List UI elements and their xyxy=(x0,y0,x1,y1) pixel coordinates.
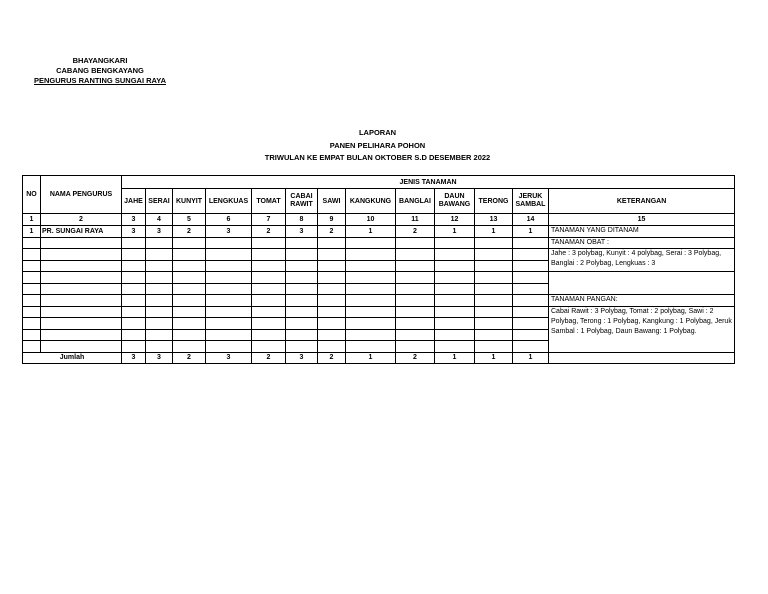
empty-cell xyxy=(318,295,346,307)
column-number: 3 xyxy=(122,214,146,226)
empty-cell xyxy=(435,283,475,295)
plant-header-line-1: TERONG xyxy=(478,197,509,205)
empty-cell xyxy=(475,306,513,318)
empty-cell xyxy=(206,272,252,284)
total-value: 3 xyxy=(122,352,146,364)
row-value: 3 xyxy=(122,226,146,238)
empty-cell xyxy=(346,283,396,295)
column-number: 2 xyxy=(41,214,122,226)
plant-header xyxy=(513,189,549,214)
plant-header xyxy=(286,189,318,214)
empty-cell xyxy=(206,306,252,318)
table-row xyxy=(23,226,735,238)
empty-cell xyxy=(475,283,513,295)
column-number: 8 xyxy=(286,214,318,226)
empty-cell xyxy=(286,329,318,341)
plant-header xyxy=(206,189,252,214)
empty-cell xyxy=(41,329,122,341)
org-line-1: BHAYANGKARI xyxy=(72,56,128,65)
row-value: 3 xyxy=(206,226,252,238)
empty-cell xyxy=(41,341,122,353)
total-value: 3 xyxy=(206,352,252,364)
empty-cell xyxy=(146,318,173,330)
total-label: Jumlah xyxy=(23,352,122,364)
plant-header xyxy=(435,189,475,214)
total-value: 2 xyxy=(173,352,206,364)
empty-cell xyxy=(206,249,252,261)
column-number: 14 xyxy=(513,214,549,226)
empty-cell xyxy=(173,283,206,295)
empty-cell xyxy=(146,295,173,307)
empty-cell xyxy=(435,341,475,353)
empty-cell xyxy=(206,295,252,307)
empty-cell xyxy=(346,272,396,284)
empty-cell xyxy=(122,260,146,272)
plant-header-line-1: JERUK xyxy=(518,193,543,200)
empty-cell xyxy=(346,341,396,353)
org-line-3: PENGURUS RANTING SUNGAI RAYA xyxy=(34,76,166,85)
empty-cell xyxy=(173,306,206,318)
empty-cell xyxy=(318,283,346,295)
plant-header xyxy=(122,189,146,214)
empty-cell xyxy=(252,318,286,330)
empty-cell xyxy=(41,260,122,272)
plant-header xyxy=(173,189,206,214)
org-line-2: CABANG BENGKAYANG xyxy=(56,66,144,75)
table-row xyxy=(23,272,735,284)
empty-cell xyxy=(513,272,549,284)
empty-cell xyxy=(41,295,122,307)
empty-cell xyxy=(396,318,435,330)
table-row xyxy=(23,295,735,307)
plant-header-line-1: SAWI xyxy=(322,197,341,205)
empty-cell xyxy=(252,249,286,261)
empty-cell xyxy=(286,306,318,318)
row-value: 1 xyxy=(346,226,396,238)
ket-obat-header: TANAMAN OBAT : xyxy=(549,237,735,249)
empty-cell xyxy=(286,283,318,295)
empty-cell xyxy=(396,260,435,272)
empty-cell xyxy=(475,329,513,341)
empty-cell xyxy=(396,329,435,341)
header-keterangan: KETERANGAN xyxy=(549,189,735,214)
empty-cell xyxy=(396,249,435,261)
empty-cell xyxy=(23,295,41,307)
empty-cell xyxy=(435,272,475,284)
empty-cell xyxy=(173,329,206,341)
empty-cell xyxy=(122,295,146,307)
empty-cell xyxy=(346,295,396,307)
empty-cell xyxy=(513,295,549,307)
empty-cell xyxy=(146,341,173,353)
header-row-2 xyxy=(23,189,735,214)
row-value: 2 xyxy=(252,226,286,238)
empty-cell xyxy=(396,237,435,249)
empty-cell xyxy=(23,329,41,341)
empty-cell xyxy=(146,306,173,318)
plant-header-line-2: SAMBAL xyxy=(515,201,546,208)
empty-cell xyxy=(475,249,513,261)
ket-empty xyxy=(549,272,735,295)
empty-cell xyxy=(513,237,549,249)
empty-cell xyxy=(286,237,318,249)
empty-cell xyxy=(122,318,146,330)
plant-header xyxy=(252,189,286,214)
header-jenis-tanaman: JENIS TANAMAN xyxy=(122,176,735,189)
empty-cell xyxy=(396,272,435,284)
empty-cell xyxy=(346,306,396,318)
total-value: 2 xyxy=(252,352,286,364)
ket-pangan-text: Cabai Rawit : 3 Polybag, Tomat : 2 polybag, Sawi : 2 Polybag, Terong : 1 Polybag, Kangkung : 1 Polybag, Jeruk Sambal : 1 Polybag, Daun Bawang: 1 Polybag. xyxy=(549,306,735,352)
empty-cell xyxy=(435,249,475,261)
empty-cell xyxy=(41,272,122,284)
empty-cell xyxy=(346,260,396,272)
organization-header xyxy=(30,56,170,86)
total-value: 1 xyxy=(513,352,549,364)
empty-cell xyxy=(23,260,41,272)
plant-header-line-1: SERAI xyxy=(148,197,170,205)
empty-cell xyxy=(513,283,549,295)
empty-cell xyxy=(318,272,346,284)
empty-cell xyxy=(475,260,513,272)
empty-cell xyxy=(122,329,146,341)
plant-header-line-1: BANGLAI xyxy=(399,197,431,205)
column-number: 1 xyxy=(23,214,41,226)
empty-cell xyxy=(146,237,173,249)
column-number: 5 xyxy=(173,214,206,226)
plant-header-line-1: LENGKUAS xyxy=(208,197,249,205)
empty-cell xyxy=(286,260,318,272)
empty-cell xyxy=(41,237,122,249)
empty-cell xyxy=(435,329,475,341)
empty-cell xyxy=(206,318,252,330)
row-value: 3 xyxy=(146,226,173,238)
harvest-report-table xyxy=(22,175,735,364)
empty-cell xyxy=(513,318,549,330)
empty-cell xyxy=(23,283,41,295)
empty-cell xyxy=(252,306,286,318)
empty-cell xyxy=(318,249,346,261)
plant-header-line-1: CABAI xyxy=(290,193,313,200)
empty-cell xyxy=(206,237,252,249)
empty-cell xyxy=(252,295,286,307)
empty-cell xyxy=(122,237,146,249)
plant-header xyxy=(475,189,513,214)
empty-cell xyxy=(23,237,41,249)
empty-cell xyxy=(435,306,475,318)
empty-cell xyxy=(122,306,146,318)
empty-cell xyxy=(252,341,286,353)
empty-cell xyxy=(346,237,396,249)
empty-cell xyxy=(475,295,513,307)
empty-cell xyxy=(173,341,206,353)
row-value: 2 xyxy=(173,226,206,238)
empty-cell xyxy=(396,306,435,318)
empty-cell xyxy=(475,318,513,330)
column-number: 13 xyxy=(475,214,513,226)
empty-cell xyxy=(173,318,206,330)
empty-cell xyxy=(146,329,173,341)
empty-cell xyxy=(122,341,146,353)
plant-header xyxy=(346,189,396,214)
total-value: 1 xyxy=(435,352,475,364)
empty-cell xyxy=(23,306,41,318)
empty-cell xyxy=(346,249,396,261)
empty-cell xyxy=(252,272,286,284)
plant-header xyxy=(146,189,173,214)
header-row-1 xyxy=(23,176,735,189)
plant-header-line-1: DAUN xyxy=(444,193,465,200)
empty-cell xyxy=(318,329,346,341)
empty-cell xyxy=(122,272,146,284)
total-value: 3 xyxy=(146,352,173,364)
empty-cell xyxy=(318,260,346,272)
empty-cell xyxy=(146,283,173,295)
empty-cell xyxy=(435,318,475,330)
empty-cell xyxy=(286,249,318,261)
empty-cell xyxy=(286,318,318,330)
empty-cell xyxy=(435,260,475,272)
empty-cell xyxy=(122,249,146,261)
empty-cell xyxy=(252,237,286,249)
empty-cell xyxy=(146,272,173,284)
plant-header-line-2: RAWIT xyxy=(290,201,313,208)
empty-cell xyxy=(318,318,346,330)
ket-pangan-header: TANAMAN PANGAN: xyxy=(549,295,735,307)
empty-cell xyxy=(396,341,435,353)
column-number: 11 xyxy=(396,214,435,226)
empty-cell xyxy=(252,329,286,341)
empty-cell xyxy=(286,295,318,307)
empty-cell xyxy=(252,283,286,295)
total-value: 3 xyxy=(286,352,318,364)
empty-cell xyxy=(513,249,549,261)
title-line-3: TRIWULAN KE EMPAT BULAN OKTOBER S.D DESEMBER 2022 xyxy=(264,153,491,162)
empty-cell xyxy=(252,260,286,272)
empty-cell xyxy=(396,295,435,307)
column-number: 15 xyxy=(549,214,735,226)
empty-cell xyxy=(41,318,122,330)
total-value: 1 xyxy=(346,352,396,364)
row-value: 2 xyxy=(396,226,435,238)
column-number: 12 xyxy=(435,214,475,226)
row-nama: PR. SUNGAI RAYA xyxy=(41,226,122,238)
empty-cell xyxy=(23,318,41,330)
empty-cell xyxy=(206,283,252,295)
table-row xyxy=(23,249,735,261)
empty-cell xyxy=(513,329,549,341)
empty-cell xyxy=(513,341,549,353)
row-value: 1 xyxy=(475,226,513,238)
empty-cell xyxy=(318,306,346,318)
header-nama-pengurus: NAMA PENGURUS xyxy=(41,176,122,214)
empty-cell xyxy=(346,318,396,330)
row-value: 1 xyxy=(435,226,475,238)
empty-cell xyxy=(286,272,318,284)
column-number: 7 xyxy=(252,214,286,226)
empty-cell xyxy=(41,306,122,318)
plant-header-line-1: KUNYIT xyxy=(175,197,203,205)
total-value: 2 xyxy=(396,352,435,364)
total-row xyxy=(23,352,735,364)
empty-cell xyxy=(173,272,206,284)
column-number-row xyxy=(23,214,735,226)
empty-cell xyxy=(513,306,549,318)
table-row xyxy=(23,237,735,249)
plant-header-line-1: KANGKUNG xyxy=(349,197,392,205)
column-number: 4 xyxy=(146,214,173,226)
empty-cell xyxy=(173,295,206,307)
empty-cell xyxy=(23,249,41,261)
plant-header xyxy=(318,189,346,214)
empty-cell xyxy=(41,249,122,261)
row-value: 3 xyxy=(286,226,318,238)
empty-cell xyxy=(122,283,146,295)
total-value: 1 xyxy=(475,352,513,364)
title-line-2: PANEN PELIHARA POHON xyxy=(329,140,426,150)
ket-ditanam: TANAMAN YANG DITANAM xyxy=(549,226,735,238)
empty-cell xyxy=(286,341,318,353)
empty-cell xyxy=(23,341,41,353)
empty-cell xyxy=(475,237,513,249)
empty-cell xyxy=(435,295,475,307)
plant-header xyxy=(396,189,435,214)
total-value: 2 xyxy=(318,352,346,364)
table-row xyxy=(23,306,735,318)
empty-cell xyxy=(475,341,513,353)
ket-obat-text: Jahe : 3 polybag, Kunyit : 4 polybag, Serai : 3 Polybag, Banglai : 2 Polybag, Lengkuas : 3 xyxy=(549,249,735,272)
column-number: 10 xyxy=(346,214,396,226)
empty-cell xyxy=(146,249,173,261)
empty-cell xyxy=(396,283,435,295)
column-number: 6 xyxy=(206,214,252,226)
title-line-1: LAPORAN xyxy=(358,128,397,137)
empty-cell xyxy=(318,341,346,353)
empty-cell xyxy=(173,260,206,272)
empty-cell xyxy=(513,260,549,272)
row-value: 1 xyxy=(513,226,549,238)
empty-cell xyxy=(173,249,206,261)
empty-cell xyxy=(206,329,252,341)
plant-header-line-2: BAWANG xyxy=(438,201,471,208)
empty-cell xyxy=(318,237,346,249)
empty-cell xyxy=(346,329,396,341)
empty-cell xyxy=(206,260,252,272)
header-no: NO xyxy=(23,176,41,214)
column-number: 9 xyxy=(318,214,346,226)
report-title xyxy=(230,127,525,165)
empty-cell xyxy=(41,283,122,295)
empty-cell xyxy=(23,272,41,284)
total-ket xyxy=(549,352,735,364)
row-no: 1 xyxy=(23,226,41,238)
plant-header-line-1: JAHE xyxy=(124,197,143,205)
empty-cell xyxy=(475,272,513,284)
empty-cell xyxy=(146,260,173,272)
row-value: 2 xyxy=(318,226,346,238)
empty-cell xyxy=(173,237,206,249)
empty-cell xyxy=(435,237,475,249)
empty-cell xyxy=(206,341,252,353)
plant-header-line-1: TOMAT xyxy=(256,197,281,205)
